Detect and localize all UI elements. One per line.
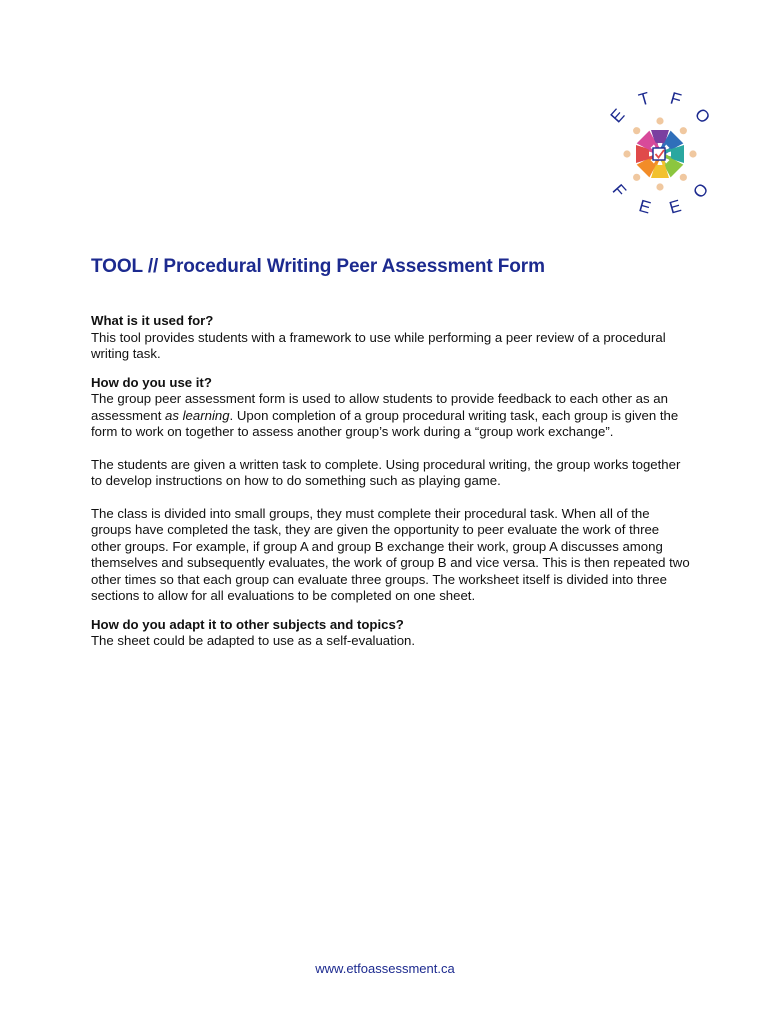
page-title: TOOL // Procedural Writing Peer Assessment Form — [91, 256, 545, 277]
answer-how-use-paragraph-1 — [91, 391, 691, 441]
checkbox-icon — [653, 148, 665, 160]
logo-letter: O — [690, 104, 714, 128]
logo-letter: E — [606, 105, 629, 127]
footer-url: www.etfoassessment.ca — [315, 961, 455, 976]
document-body — [91, 313, 691, 650]
section-adapt — [91, 617, 691, 650]
question-used-for: What is it used for? — [91, 313, 214, 328]
logo-letter: F — [608, 180, 630, 202]
logo-figure — [662, 145, 697, 163]
logo-figure — [651, 117, 669, 152]
etfo-feeo-logo — [604, 88, 716, 220]
logo-letter: E — [636, 196, 653, 218]
answer-how-use-paragraph-3: The class is divided into small groups, they must complete their procedural task. When all of the groups have completed the task, they are given the opportunity to peer evaluate the work of three other groups. For example, if group A and group B exchange their work, group A discusses among themselves and subsequently evaluates, the work of group B and vice versa. This is then repeated two other times so that each group can evaluate three groups. The worksheet itself is divided into three sections to allow for all evaluations to be completed on one sheet. — [91, 505, 690, 603]
section-how-use — [91, 375, 691, 605]
answer-how-use-emphasis: as learning — [165, 407, 230, 423]
answer-how-use-text-b: . Upon completion of a group procedural writing task, each group is given the form to work on together to assess another group’s work during a “group work exchange”. — [91, 407, 679, 439]
answer-how-use-text-a: The group peer assessment form is used to allow students to provide feedback to each other as an assessment — [91, 391, 668, 423]
logo-letter: O — [689, 179, 713, 203]
answer-how-use-paragraph-2: The students are given a written task to complete. Using procedural writing, the group works together to develop instructions on how to do something such as playing game. — [91, 456, 681, 488]
logo-figure — [651, 156, 669, 191]
question-adapt: How do you adapt it to other subjects and topics? — [91, 616, 404, 632]
question-how-use: How do you use it? — [91, 374, 212, 390]
logo-letter: E — [667, 196, 684, 218]
logo-letter: F — [668, 88, 684, 110]
answer-adapt: The sheet could be adapted to use as a self-evaluation. — [91, 633, 416, 648]
section-used-for — [91, 313, 691, 363]
answer-used-for: This tool provides students with a framework to use while performing a peer review of a procedural writing task. — [91, 329, 666, 361]
logo-letter: T — [636, 88, 652, 110]
